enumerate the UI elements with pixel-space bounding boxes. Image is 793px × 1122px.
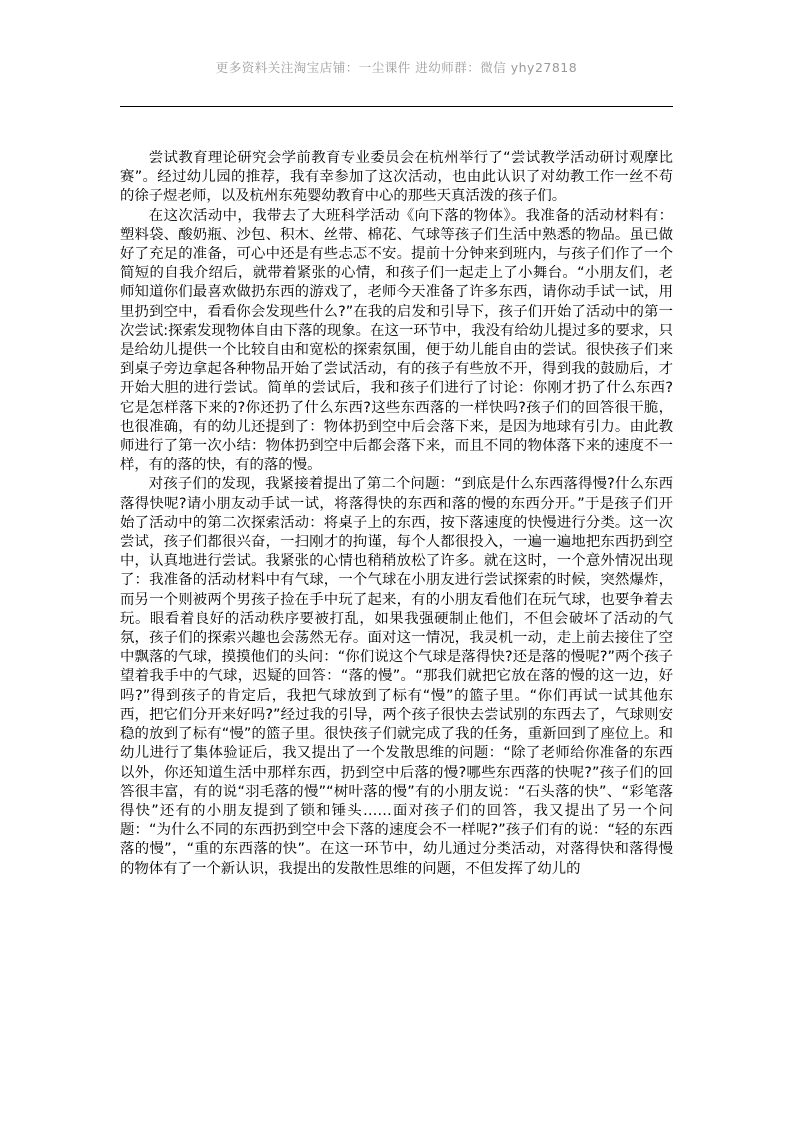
- page-header: 更多资料关注淘宝店铺：一尘课件 进幼师群：微信 yhy27818: [215, 60, 578, 75]
- paragraph-1: 尝试教育理论研究会学前教育专业委员会在杭州举行了“尝试教学活动研讨观摩比赛”。经过幼儿园的推荐，我有幸参加了这次活动，也由此认识了对幼教工作一丝不苟的徐子煜老师，以及杭州东苑婴幼教育中心的那些天真活泼的孩子们。: [120, 150, 673, 205]
- paragraph-3: 对孩子们的发现，我紧接着提出了第二个问题：“到底是什么东西落得慢?什么东西落得快呢?请小朋友动手试一试，将落得快的东西和落的慢的东西分开。”于是孩子们开始了活动中的第二次探索活动：将桌子上的东西，按下落速度的快慢进行分类。这一次尝试，孩子们都很兴奋，一扫刚才的拘谨，每个人都很投入，一遍一遍地把东西扔到空中，认真地进行尝试。我紧张的心情也稍稍放松了许多。就在这时，一个意外情况出现了：我准备的活动材料中有气球，一个气球在小朋友进行尝试探索的时候，突然爆炸，而另一个则被两个男孩子捡在手中玩了起来，有的小朋友看他们在玩气球，也要争着去玩。眼看着良好的活动秩序要被打乱，如果我强硬制止他们，不但会破坏了活动的气氛，孩子们的探索兴趣也会荡然无存。面对这一情况，我灵机一动，走上前去接住了空中飘落的气球，摸摸他们的头问：“你们说这个气球是落得快?还是落的慢呢?”两个孩子望着我手中的气球，迟疑的回答：“落的慢”。“那我们就把它放在落的慢的这一边，好吗?”得到孩子的肯定后，我把气球放到了标有“慢”的篮子里。“你们再试一试其他东西，把它们分开来好吗?”经过我的引导，两个孩子很快去尝试别的东西去了，气球则安稳的放到了标有“慢”的篮子里。很快孩子们就完成了我的任务，重新回到了座位上。和幼儿进行了集体验证后，我又提出了一个发散思维的问题：“除了老师给你准备的东西以外，你还知道生活中那样东西，扔到空中后落的慢?哪些东西落的快呢?”孩子们的回答很丰富，有的说“羽毛落的慢”“树叶落的慢”有的小朋友说：“石头落的快”、“彩笔落得快”还有的小朋友提到了锁和锤头……面对孩子们的回答，我又提出了另一个问题：“为什么不同的东西扔到空中会下落的速度会不一样呢?”孩子们有的说：“轻的东西落的慢”，“重的东西落的快”。在这一环节中，幼儿通过分类活动，对落得快和落得慢的物体有了一个新认识，我提出的发散性思维的问题，不但发挥了幼儿的: [120, 476, 673, 877]
- article-body: [120, 149, 673, 879]
- header-divider: [120, 106, 673, 107]
- paragraph-2: 在这次活动中，我带去了大班科学活动《向下落的物体》。我准备的活动材料有：塑料袋、酸奶瓶、沙包、积木、丝带、棉花、气球等孩子们生活中熟悉的物品。虽已做好了充足的准备，可心中还是有些忐忑不安。提前十分钟来到班内，与孩子们作了一个简短的自我介绍后，就带着紧张的心情，和孩子们一起走上了小舞台。“小朋友们，老师知道你们最喜欢做扔东西的游戏了，老师今天准备了许多东西，请你动手试一试，用里扔到空中，看看你会发现些什么?”在我的启发和引导下，孩子们开始了活动中的第一次尝试:探索发现物体自由下落的现象。在这一环节中，我没有给幼儿提过多的要求，只是给幼儿提供一个比较自由和宽松的探索氛围，便于幼儿能自由的尝试。很快孩子们来到桌子旁边拿起各种物品开始了尝试活动，有的孩子有些放不开，得到我的鼓励后，才开始大胆的进行尝试。简单的尝试后，我和孩子们进行了讨论：你刚才扔了什么东西?它是怎样落下来的?你还扔了什么东西?这些东西落的一样快吗?孩子们的回答很干脆，也很准确，有的幼儿还提到了：物体扔到空中后会落下来，是因为地球有引力。由此教师进行了第一次小结：物体扔到空中后都会落下来，而且不同的物体落下来的速度不一样，有的落的快，有的落的慢。: [120, 207, 673, 474]
